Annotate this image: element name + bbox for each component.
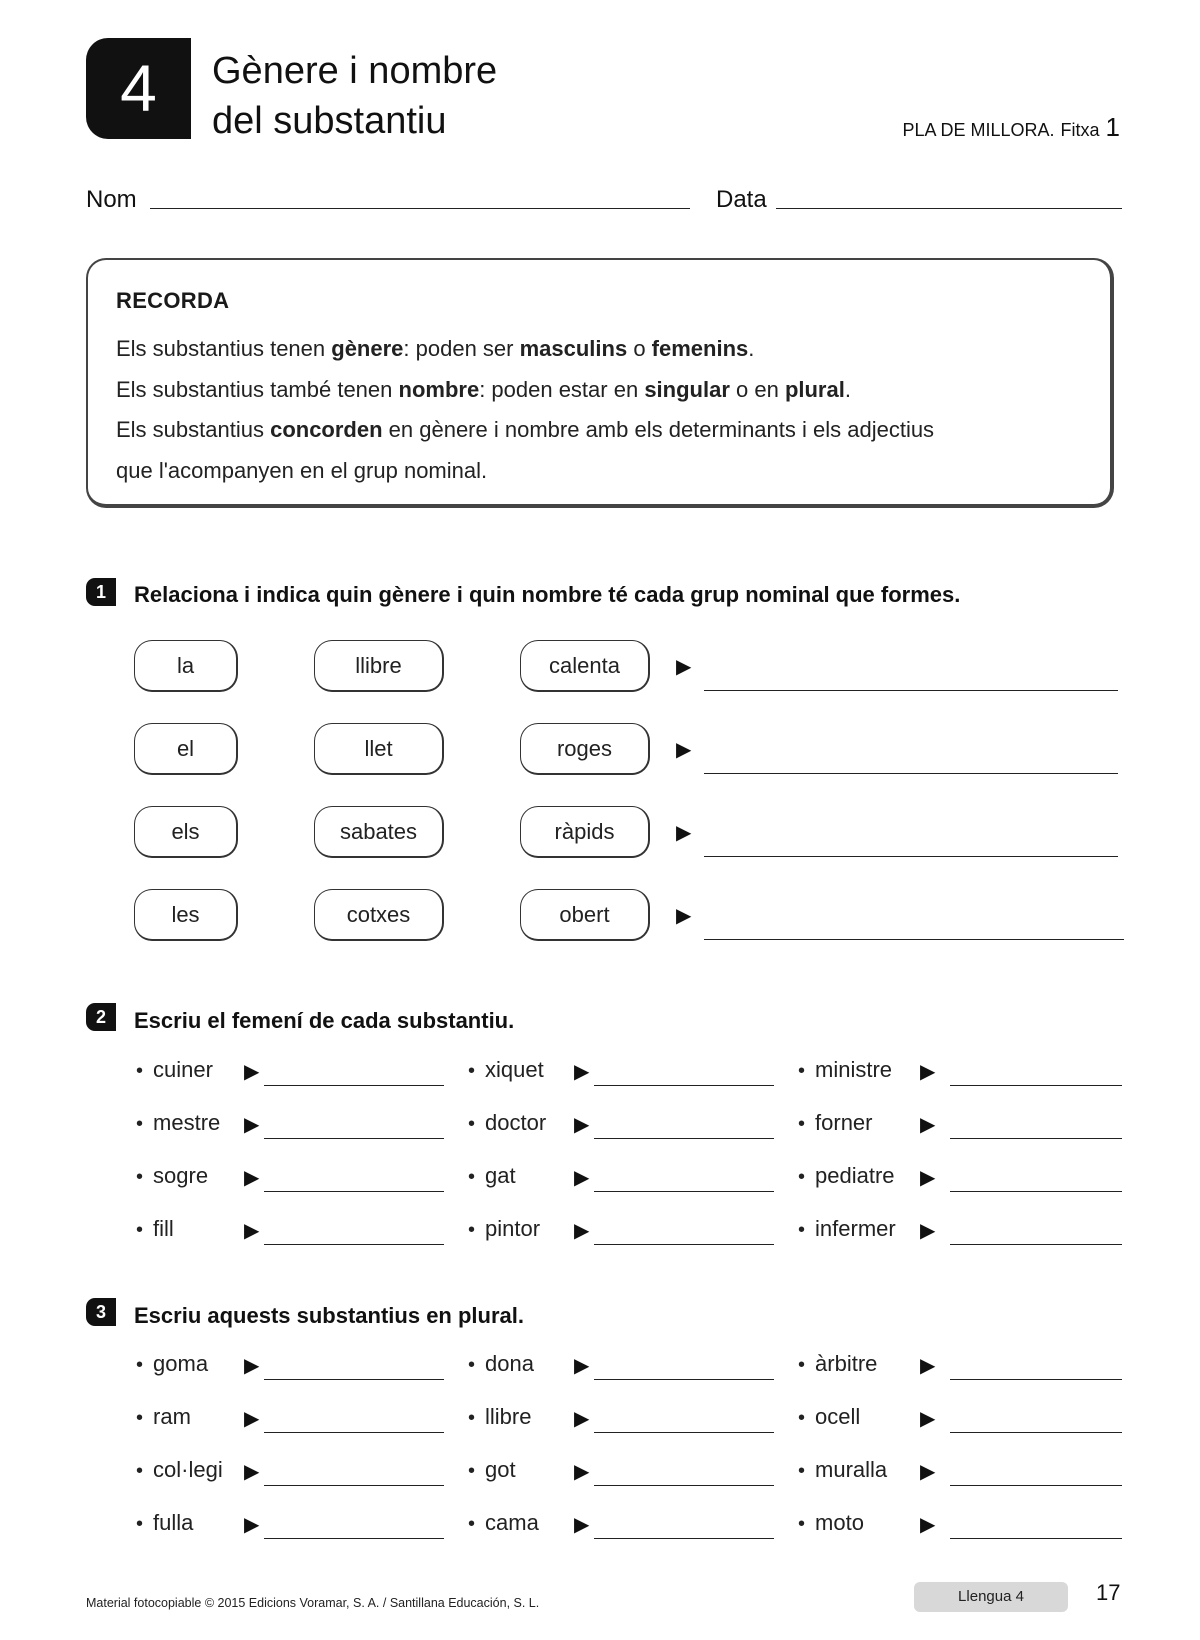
text-run: Els substantius tenen: [116, 336, 332, 361]
list-item: [798, 1457, 887, 1483]
arrow-icon: ▶: [574, 1514, 590, 1536]
answer-field[interactable]: [594, 1138, 774, 1139]
answer-field[interactable]: [950, 1538, 1122, 1539]
name-field[interactable]: [150, 208, 690, 209]
list-item: [136, 1057, 213, 1083]
bullet-icon: •: [136, 1060, 144, 1082]
bullet-icon: •: [136, 1219, 144, 1241]
list-item: [468, 1110, 546, 1136]
plan-text: PLA DE MILLORA.: [902, 120, 1055, 140]
item-word: col·legi: [153, 1457, 223, 1482]
item-word: dona: [485, 1351, 534, 1376]
arrow-icon: ▶: [574, 1061, 590, 1083]
answer-field[interactable]: [264, 1485, 444, 1486]
bullet-icon: •: [798, 1166, 806, 1188]
bullet-icon: •: [468, 1060, 476, 1082]
arrow-icon: ▶: [676, 822, 692, 844]
list-item: [468, 1404, 531, 1430]
answer-field[interactable]: [950, 1432, 1122, 1433]
fitxa-label: Fitxa: [1060, 120, 1100, 140]
fitxa-number: 1: [1105, 112, 1120, 142]
list-item: [798, 1057, 892, 1083]
arrow-icon: ▶: [920, 1408, 936, 1430]
item-word: infermer: [815, 1216, 896, 1241]
word-card[interactable]: roges: [520, 723, 650, 775]
footer-subject-tag: Llengua 4: [914, 1582, 1068, 1612]
answer-field[interactable]: [950, 1191, 1122, 1192]
bullet-icon: •: [798, 1460, 806, 1482]
arrow-icon: ▶: [920, 1167, 936, 1189]
list-item: [798, 1216, 896, 1242]
answer-field[interactable]: [704, 773, 1118, 774]
recorda-line-4: [116, 458, 487, 484]
arrow-icon: ▶: [244, 1061, 260, 1083]
arrow-icon: ▶: [676, 739, 692, 761]
text-run: Els substantius: [116, 417, 271, 442]
answer-field[interactable]: [704, 939, 1124, 940]
list-item: [468, 1510, 539, 1536]
text-run: en gènere i nombre amb els determinants i els adjectius: [382, 417, 935, 442]
plan-label: [902, 112, 1120, 143]
word-card[interactable]: els: [134, 806, 238, 858]
exercise-2-title: Escriu el femení de cada substantiu.: [134, 1008, 515, 1033]
list-item: [136, 1110, 220, 1136]
arrow-icon: ▶: [920, 1514, 936, 1536]
list-item: [136, 1457, 223, 1483]
arrow-icon: ▶: [244, 1355, 260, 1377]
bold-term: singular: [644, 377, 730, 402]
text-run: : poden estar en: [479, 377, 645, 402]
exercise-1-number: 1: [86, 578, 116, 606]
bullet-icon: •: [798, 1407, 806, 1429]
bullet-icon: •: [468, 1460, 476, 1482]
list-item: [468, 1351, 534, 1377]
bullet-icon: •: [136, 1354, 144, 1376]
item-word: ministre: [815, 1057, 893, 1082]
list-item: [136, 1216, 174, 1242]
arrow-icon: ▶: [920, 1461, 936, 1483]
answer-field[interactable]: [264, 1138, 444, 1139]
answer-field[interactable]: [594, 1244, 774, 1245]
list-item: [798, 1510, 864, 1536]
item-word: mestre: [153, 1110, 221, 1135]
exercise-2-number: 2: [86, 1003, 116, 1031]
word-card[interactable]: llet: [314, 723, 444, 775]
page-title-line-1: Gènere i nombre: [212, 50, 498, 92]
word-card[interactable]: obert: [520, 889, 650, 941]
answer-field[interactable]: [950, 1485, 1122, 1486]
arrow-icon: ▶: [574, 1461, 590, 1483]
text-run: : poden ser: [403, 336, 520, 361]
item-word: sogre: [153, 1163, 209, 1188]
arrow-icon: ▶: [244, 1461, 260, 1483]
bullet-icon: •: [136, 1113, 144, 1135]
answer-field[interactable]: [950, 1379, 1122, 1380]
word-card[interactable]: cotxes: [314, 889, 444, 941]
arrow-icon: ▶: [920, 1220, 936, 1242]
bullet-icon: •: [468, 1354, 476, 1376]
bullet-icon: •: [798, 1113, 806, 1135]
item-word: gat: [485, 1163, 516, 1188]
arrow-icon: ▶: [920, 1061, 936, 1083]
bullet-icon: •: [136, 1513, 144, 1535]
word-card[interactable]: ràpids: [520, 806, 650, 858]
answer-field[interactable]: [950, 1244, 1122, 1245]
exercise-3-title: Escriu aquests substantius en plural.: [134, 1303, 524, 1328]
bold-term: plural: [784, 377, 845, 402]
item-word: muralla: [815, 1457, 888, 1482]
list-item: [136, 1404, 191, 1430]
bullet-icon: •: [468, 1219, 476, 1241]
list-item: [798, 1163, 895, 1189]
word-card[interactable]: sabates: [314, 806, 444, 858]
bullet-icon: •: [136, 1407, 144, 1429]
bullet-icon: •: [136, 1166, 144, 1188]
bullet-icon: •: [136, 1460, 144, 1482]
arrow-icon: ▶: [676, 656, 692, 678]
arrow-icon: ▶: [244, 1408, 260, 1430]
arrow-icon: ▶: [574, 1167, 590, 1189]
list-item: [136, 1163, 208, 1189]
word-card[interactable]: calenta: [520, 640, 650, 692]
item-word: àrbitre: [815, 1351, 878, 1376]
bullet-icon: •: [468, 1166, 476, 1188]
arrow-icon: ▶: [244, 1514, 260, 1536]
item-word: moto: [815, 1510, 864, 1535]
item-word: fill: [153, 1216, 174, 1241]
item-word: pediatre: [815, 1163, 895, 1188]
answer-field[interactable]: [264, 1085, 444, 1086]
list-item: [798, 1351, 877, 1377]
text-run: .: [844, 377, 851, 402]
item-word: pintor: [485, 1216, 541, 1241]
bullet-icon: •: [468, 1513, 476, 1535]
answer-field[interactable]: [594, 1538, 774, 1539]
item-word: doctor: [485, 1110, 547, 1135]
date-label: Data: [716, 186, 767, 213]
word-card[interactable]: llibre: [314, 640, 444, 692]
list-item: [468, 1216, 540, 1242]
bullet-icon: •: [798, 1354, 806, 1376]
arrow-icon: ▶: [920, 1114, 936, 1136]
item-word: cuiner: [153, 1057, 213, 1082]
bold-term: masculins: [519, 336, 628, 361]
bullet-icon: •: [798, 1513, 806, 1535]
answer-field[interactable]: [264, 1191, 444, 1192]
item-word: forner: [815, 1110, 873, 1135]
arrow-icon: ▶: [574, 1220, 590, 1242]
bold-term: nombre: [398, 377, 480, 402]
word-card[interactable]: les: [134, 889, 238, 941]
list-item: [136, 1351, 208, 1377]
list-item: [468, 1163, 516, 1189]
list-item: [468, 1057, 544, 1083]
answer-field[interactable]: [704, 690, 1118, 691]
text-run: o: [627, 336, 652, 361]
arrow-icon: ▶: [574, 1355, 590, 1377]
footer-copyright: Material fotocopiable © 2015 Edicions Voramar, S. A. / Santillana Educación, S. L.: [86, 1596, 540, 1610]
answer-field[interactable]: [594, 1432, 774, 1433]
item-word: llibre: [485, 1404, 532, 1429]
recorda-line-1: [116, 336, 754, 362]
answer-field[interactable]: [594, 1085, 774, 1086]
bullet-icon: •: [468, 1407, 476, 1429]
answer-field[interactable]: [950, 1138, 1122, 1139]
text-run: o en: [729, 377, 785, 402]
list-item: [798, 1404, 860, 1430]
list-item: [798, 1110, 873, 1136]
bold-term: concorden: [270, 417, 383, 442]
page-number: 17: [1096, 1580, 1121, 1605]
item-word: got: [485, 1457, 516, 1482]
bold-term: gènere: [331, 336, 404, 361]
bullet-icon: •: [798, 1060, 806, 1082]
text-run: .: [748, 336, 755, 361]
answer-field[interactable]: [264, 1538, 444, 1539]
bullet-icon: •: [468, 1113, 476, 1135]
text-run: Els substantius també tenen: [116, 377, 399, 402]
exercise-3-number: 3: [86, 1298, 116, 1326]
answer-field[interactable]: [594, 1379, 774, 1380]
arrow-icon: ▶: [920, 1355, 936, 1377]
word-card[interactable]: la: [134, 640, 238, 692]
recorda-title: RECORDA: [116, 288, 230, 313]
page-title-line-2: del substantiu: [212, 100, 447, 142]
exercise-1-title: Relaciona i indica quin gènere i quin nombre té cada grup nominal que formes.: [134, 582, 961, 607]
answer-field[interactable]: [704, 856, 1118, 857]
answer-field[interactable]: [594, 1485, 774, 1486]
item-word: ocell: [815, 1404, 861, 1429]
date-field[interactable]: [776, 208, 1122, 209]
arrow-icon: ▶: [244, 1167, 260, 1189]
item-word: xiquet: [485, 1057, 544, 1082]
arrow-icon: ▶: [574, 1114, 590, 1136]
item-word: ram: [153, 1404, 191, 1429]
answer-field[interactable]: [264, 1432, 444, 1433]
item-word: cama: [485, 1510, 539, 1535]
name-label: Nom: [86, 186, 137, 213]
answer-field[interactable]: [950, 1085, 1122, 1086]
arrow-icon: ▶: [574, 1408, 590, 1430]
arrow-icon: ▶: [244, 1114, 260, 1136]
text-run: que l'acompanyen en el grup nominal.: [116, 458, 488, 483]
bold-term: femenins: [651, 336, 749, 361]
answer-field[interactable]: [264, 1244, 444, 1245]
list-item: [468, 1457, 516, 1483]
recorda-line-3: [116, 417, 934, 443]
answer-field[interactable]: [594, 1191, 774, 1192]
answer-field[interactable]: [264, 1379, 444, 1380]
bullet-icon: •: [798, 1219, 806, 1241]
arrow-icon: ▶: [676, 905, 692, 927]
arrow-icon: ▶: [244, 1220, 260, 1242]
item-word: fulla: [153, 1510, 194, 1535]
unit-number-badge: 4: [86, 38, 191, 139]
item-word: goma: [153, 1351, 209, 1376]
list-item: [136, 1510, 193, 1536]
recorda-line-2: [116, 377, 851, 403]
word-card[interactable]: el: [134, 723, 238, 775]
